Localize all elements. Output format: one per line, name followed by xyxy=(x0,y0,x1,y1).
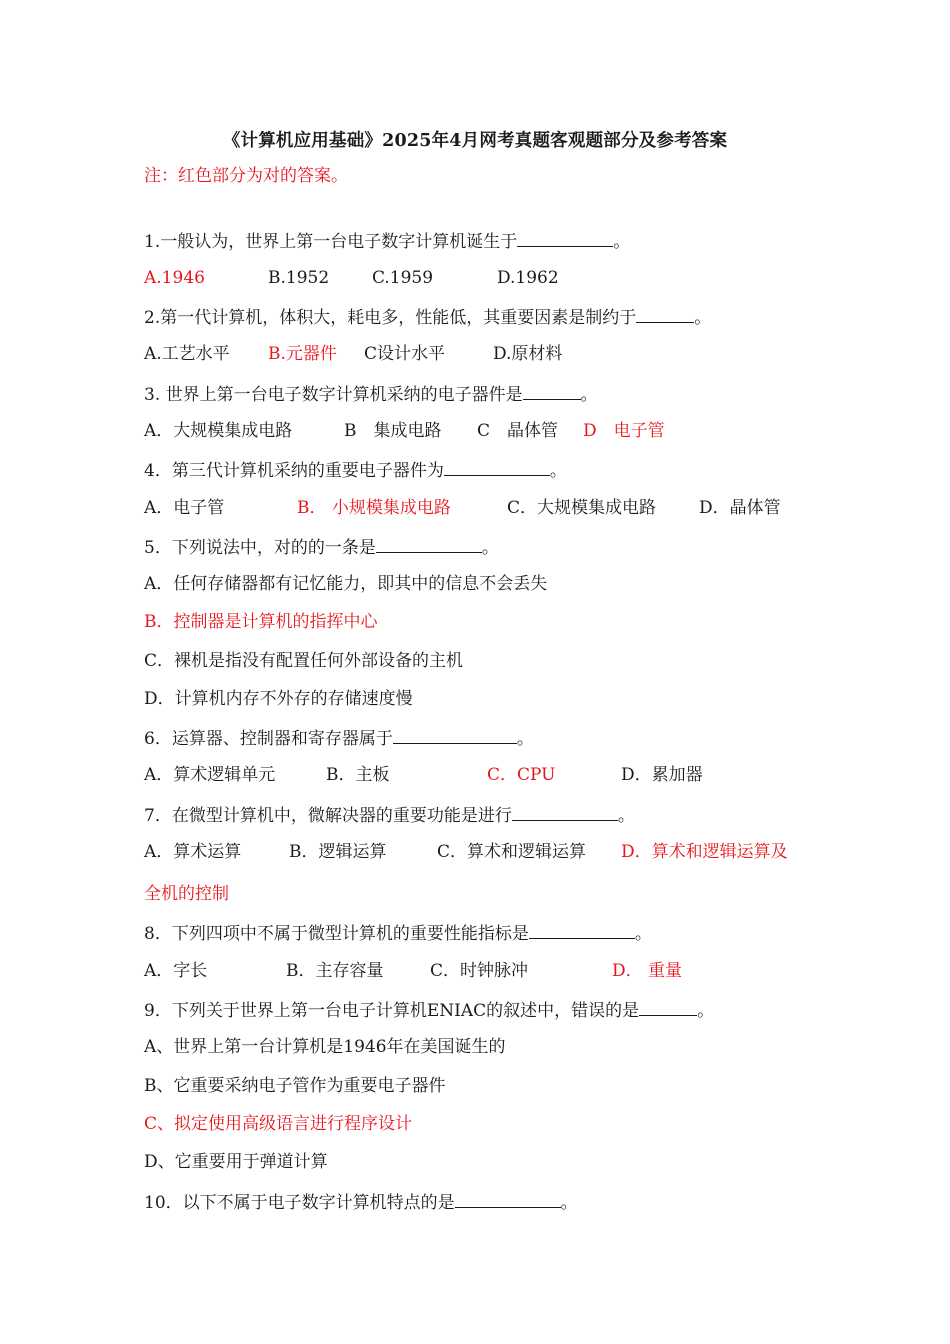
answer-blank xyxy=(517,229,613,247)
question-stem: 1.一般认为，世界上第一台电子数字计算机诞生于 xyxy=(144,232,518,252)
question-7 xyxy=(144,803,635,827)
option-d-continued: 全机的控制 xyxy=(144,884,229,904)
option-c: C．大规模集成电路 xyxy=(507,498,657,518)
option-a: A．大规模集成电路 xyxy=(144,421,293,441)
question-tail: 。 xyxy=(613,232,631,252)
option-c: C．时钟脉冲 xyxy=(430,961,529,981)
question-3 xyxy=(144,382,598,406)
answer-blank xyxy=(455,1190,561,1208)
answer-blank xyxy=(529,921,635,939)
question-stem: 3. 世界上第一台电子数字计算机采纳的电子器件是 xyxy=(144,385,523,405)
answer-blank xyxy=(512,803,618,821)
question-1 xyxy=(144,229,630,253)
question-tail: 。 xyxy=(580,385,598,405)
answer-blank xyxy=(444,458,550,476)
question-tail: 。 xyxy=(634,924,652,944)
question-tail: 。 xyxy=(694,308,712,328)
option-d: D． 重量 xyxy=(612,961,683,981)
option-b: B 集成电路 xyxy=(344,421,442,441)
question-4 xyxy=(144,458,567,482)
option-d: D、它重要用于弹道计算 xyxy=(144,1152,328,1172)
option-b: B．控制器是计算机的指挥中心 xyxy=(144,612,378,632)
question-6 xyxy=(144,726,534,750)
option-b: B．逻辑运算 xyxy=(289,842,387,862)
option-d: D 电子管 xyxy=(583,421,665,441)
answer-blank xyxy=(376,535,482,553)
question-5 xyxy=(144,535,499,559)
document-title: 《计算机应用基础》2025年4月网考真题客观题部分及参考答案 xyxy=(222,131,728,151)
option-a: A．电子管 xyxy=(144,498,225,518)
option-d: D.1962 xyxy=(497,268,559,288)
question-stem: 5．下列说法中，对的的一条是 xyxy=(144,538,376,558)
option-a: A．算术逻辑单元 xyxy=(144,765,276,785)
option-d: D.原材料 xyxy=(493,344,563,364)
option-c: C 晶体管 xyxy=(477,421,559,441)
option-b: B.元器件 xyxy=(268,344,337,364)
option-b: B、它重要采纳电子管作为重要电子器件 xyxy=(144,1076,446,1096)
option-a: A．算术运算 xyxy=(144,842,242,862)
option-b: B．主存容量 xyxy=(286,961,384,981)
option-c: C设计水平 xyxy=(364,344,446,364)
option-b: B.1952 xyxy=(268,268,330,288)
option-c: C、拟定使用高级语言进行程序设计 xyxy=(144,1114,413,1134)
question-stem: 10．以下不属于电子数字计算机特点的是 xyxy=(144,1193,455,1213)
question-9 xyxy=(144,998,714,1022)
question-stem: 8．下列四项中不属于微型计算机的重要性能指标是 xyxy=(144,924,529,944)
question-tail: 。 xyxy=(560,1193,578,1213)
question-8 xyxy=(144,921,652,945)
option-a: A.1946 xyxy=(144,268,205,288)
question-tail: 。 xyxy=(549,461,567,481)
answer-blank xyxy=(636,305,694,323)
question-10 xyxy=(144,1190,578,1214)
option-a: A、世界上第一台计算机是1946年在美国诞生的 xyxy=(144,1037,506,1057)
answer-blank xyxy=(639,998,697,1016)
question-stem: 6．运算器、控制器和寄存器属于 xyxy=(144,729,393,749)
answer-note: 注：红色部分为对的答案。 xyxy=(144,166,348,186)
question-stem: 4．第三代计算机采纳的重要电子器件为 xyxy=(144,461,444,481)
option-d: D．累加器 xyxy=(621,765,703,785)
question-2 xyxy=(144,305,711,329)
option-b: B．主板 xyxy=(326,765,390,785)
option-a: A．任何存储器都有记忆能力，即其中的信息不会丢失 xyxy=(144,574,548,594)
question-stem: 9．下列关于世界上第一台电子计算机ENIAC的叙述中，错误的是 xyxy=(144,1001,640,1021)
option-c: C.1959 xyxy=(372,268,434,288)
option-d: D．晶体管 xyxy=(699,498,781,518)
option-c: C．算术和逻辑运算 xyxy=(437,842,587,862)
question-tail: 。 xyxy=(481,538,499,558)
question-tail: 。 xyxy=(697,1001,715,1021)
option-c: C．CPU xyxy=(487,765,556,785)
option-d: D．计算机内存不外存的存储速度慢 xyxy=(144,689,413,709)
option-a: A.工艺水平 xyxy=(144,344,230,364)
option-a: A．字长 xyxy=(144,961,208,981)
answer-blank xyxy=(523,382,581,400)
option-b: B． 小规模集成电路 xyxy=(297,498,451,518)
question-stem: 2.第一代计算机，体积大，耗电多，性能低，其重要因素是制约于 xyxy=(144,308,637,328)
option-d: D．算术和逻辑运算及 xyxy=(621,842,788,862)
question-tail: 。 xyxy=(516,729,534,749)
question-tail: 。 xyxy=(617,806,635,826)
question-stem: 7．在微型计算机中，微解决器的重要功能是进行 xyxy=(144,806,512,826)
answer-blank xyxy=(393,726,517,744)
option-c: C．裸机是指没有配置任何外部设备的主机 xyxy=(144,651,464,671)
